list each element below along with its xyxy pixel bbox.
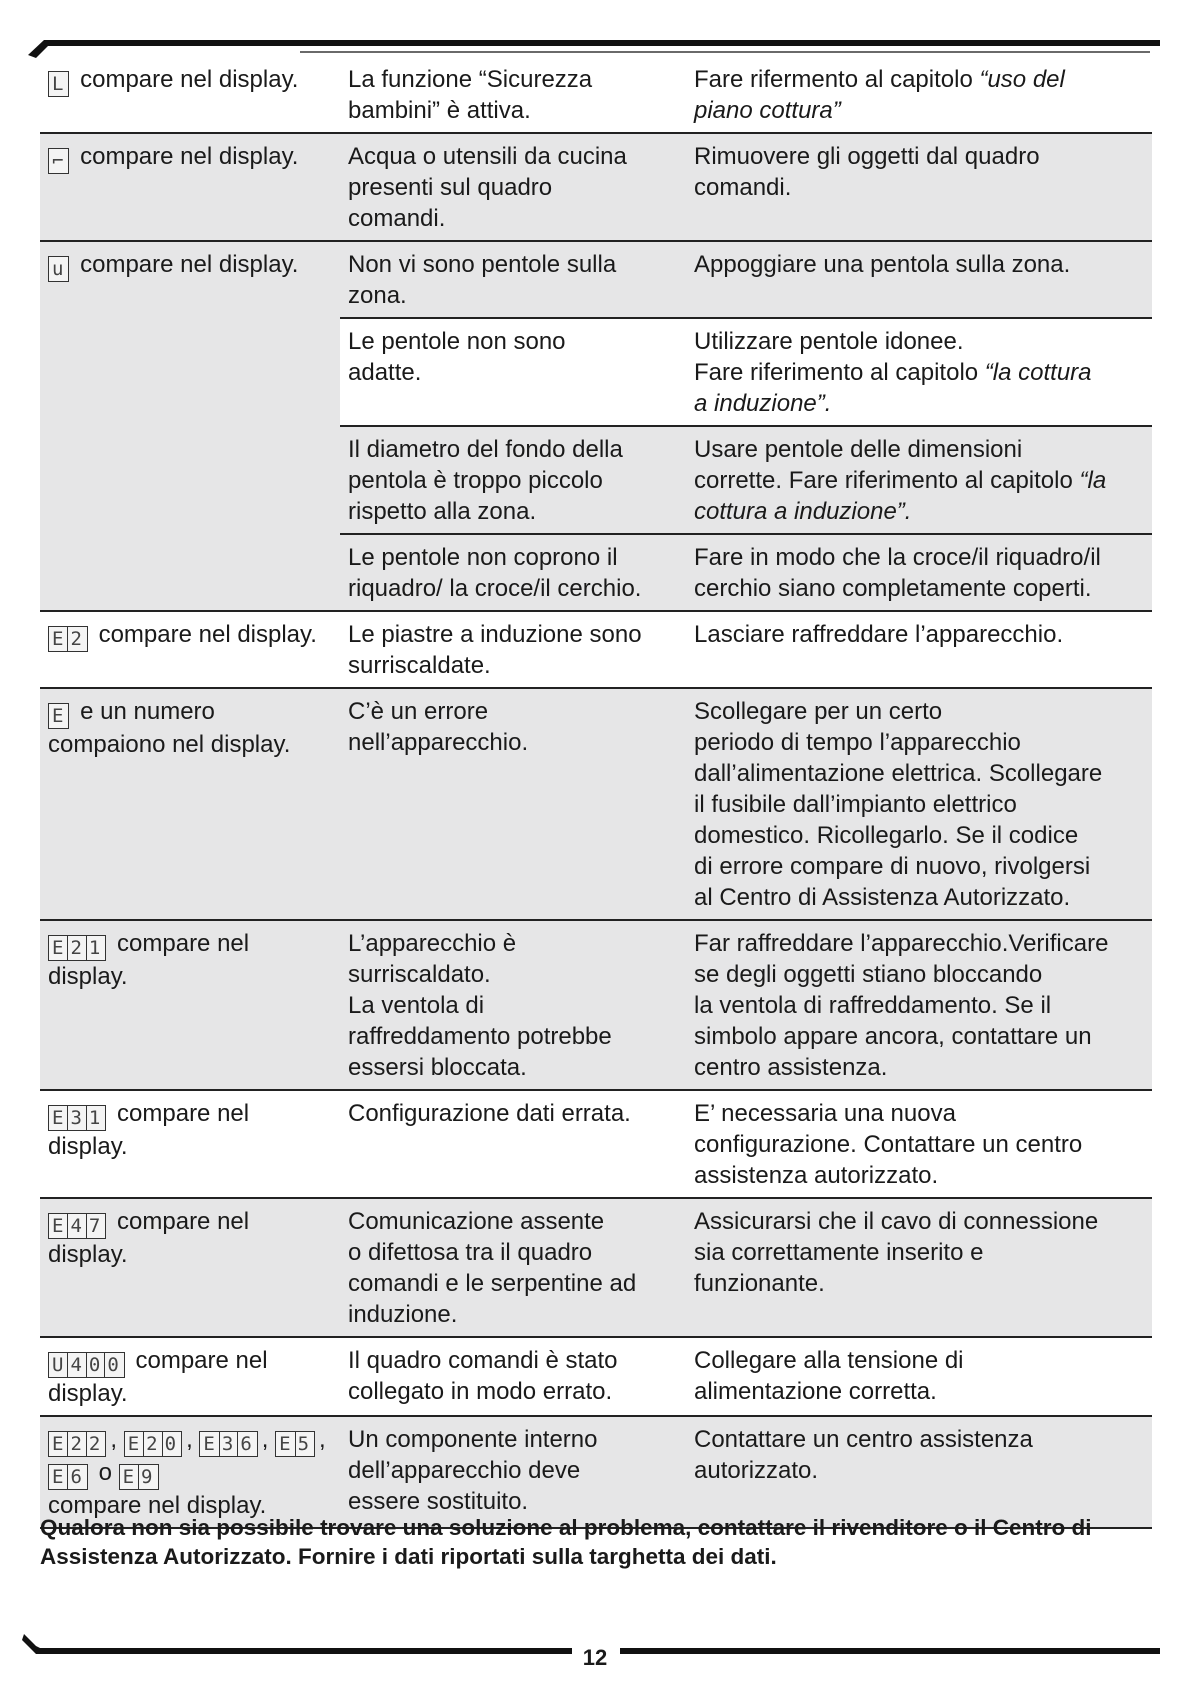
remedy-text: Far raffreddare l’apparecchio.Verificare [694, 930, 1109, 957]
problem-text: compare nel display. [91, 621, 317, 648]
remedy-text: “la cottura [984, 359, 1092, 386]
cause-cell [340, 1090, 686, 1198]
cause-line: Comunicazione assente [348, 1208, 605, 1235]
remedy-text: Utilizzare pentole idonee. [694, 328, 964, 355]
problem-text: compare nel display. [48, 1347, 268, 1407]
problem-text: compare nel display. [73, 66, 299, 93]
problem-cell [40, 1198, 340, 1337]
cause-line: Le pentole non sono [348, 328, 566, 355]
remedy-text: Appoggiare una pentola sulla zona. [694, 251, 1071, 278]
remedy-cell [686, 318, 1152, 426]
remedy-text: configurazione. Contattare un centro [694, 1131, 1083, 1158]
cause-line: comandi e le serpentine ad [348, 1270, 637, 1297]
display-symbol: ⌐ [48, 148, 69, 174]
error-code-symbol: E 5 [275, 1431, 315, 1457]
cause-line: Le pentole non coprono il [348, 544, 618, 571]
cause-line: comandi. [348, 205, 446, 232]
remedy-text: simbolo appare ancora, contattare un [694, 1023, 1092, 1050]
remedy-cell [686, 1198, 1152, 1337]
remedy-text: assistenza autorizzato. [694, 1162, 939, 1189]
cause-line: L’apparecchio è [348, 930, 517, 957]
cause-line: surriscaldato. [348, 961, 491, 988]
problem-cell: E 2 2 , E 2 0 , E 3 6 , E 5 , E 6 o E 9 compare nel display. [40, 1416, 340, 1528]
cause-line: zona. [348, 282, 407, 309]
remedy-text: “uso del [979, 66, 1065, 93]
cause-cell [340, 1416, 686, 1528]
problem-cell [40, 57, 340, 133]
remedy-cell [686, 57, 1152, 133]
remedy-text: funzionante. [694, 1270, 825, 1297]
remedy-text: la ventola di raffreddamento. Se il [694, 992, 1052, 1019]
table-row [40, 133, 1152, 241]
display-symbol: L [48, 71, 69, 97]
cause-line: collegato in modo errato. [348, 1378, 613, 1405]
cause-cell [340, 920, 686, 1090]
cause-line: Il quadro comandi è stato [348, 1347, 618, 1374]
table-row [40, 1416, 1152, 1528]
cause-line: surriscaldate. [348, 652, 491, 679]
cause-line: raffreddamento potrebbe [348, 1023, 612, 1050]
remedy-text: se degli oggetti stiano bloccando [694, 961, 1043, 988]
table-row [40, 611, 1152, 688]
display-symbol: E 2 [48, 626, 88, 652]
remedy-cell [686, 1337, 1152, 1416]
cause-line: o difettosa tra il quadro [348, 1239, 593, 1266]
cause-cell [340, 57, 686, 133]
cause-line: essere sostituito. [348, 1488, 529, 1515]
remedy-cell [686, 1416, 1152, 1528]
cause-line: La ventola di [348, 992, 485, 1019]
remedy-text: Rimuovere gli oggetti dal quadro [694, 143, 1040, 170]
cause-line: dell’apparecchio deve [348, 1457, 581, 1484]
problem-text: compare nel display. [48, 1208, 250, 1268]
table-row [40, 241, 1152, 318]
display-symbol: E 3 1 [48, 1105, 106, 1131]
remedy-text: di errore compare di nuovo, rivolgersi [694, 853, 1091, 880]
remedy-text: E’ necessaria una nuova [694, 1100, 956, 1127]
cause-line: bambini” è attiva. [348, 97, 531, 124]
problem-cell [40, 920, 340, 1090]
cause-line: C’è un errore [348, 698, 489, 725]
cause-line: nell’apparecchio. [348, 729, 529, 756]
remedy-text: “la [1079, 467, 1107, 494]
remedy-text: Usare pentole delle dimensioni [694, 436, 1023, 463]
remedy-text: dall’alimentazione elettrica. Scollegare [694, 760, 1103, 787]
display-symbol: U 4 0 0 [48, 1352, 125, 1378]
remedy-text: periodo di tempo l’apparecchio [694, 729, 1021, 756]
problem-cell [40, 1090, 340, 1198]
cause-line: riquadro/ la croce/il cerchio. [348, 575, 642, 602]
footer-note: Qualora non sia possibile trovare una soluzione al problema, contattare il rivenditore o il Centro di Assistenza Autorizzato. Fornire i dati riportati sulla targhetta dei dati. [40, 1515, 1092, 1569]
remedy-text: Collegare alla tensione di [694, 1347, 964, 1374]
remedy-text: sia correttamente inserito e [694, 1239, 984, 1266]
problem-text: e un numero compaiono nel display. [48, 698, 291, 758]
cause-cell [340, 133, 686, 241]
display-symbol: u [48, 256, 69, 282]
problem-cell [40, 133, 340, 241]
error-code-symbol: E 3 6 [199, 1431, 257, 1457]
cause-cell [340, 1337, 686, 1416]
cause-cell [340, 241, 686, 318]
remedy-text: il fusibile dall’impianto elettrico [694, 791, 1017, 818]
problem-text: compare nel display. [48, 930, 250, 990]
remedy-text: Contattare un centro assistenza [694, 1426, 1033, 1453]
cause-line: pentola è troppo piccolo [348, 467, 603, 494]
troubleshooting-table [40, 57, 1152, 1529]
remedy-cell [686, 688, 1152, 920]
remedy-text: autorizzato. [694, 1457, 819, 1484]
remedy-cell [686, 426, 1152, 534]
display-symbol: E [48, 703, 69, 729]
cause-line: Acqua o utensili da cucina [348, 143, 627, 170]
remedy-cell [686, 133, 1152, 241]
cause-line: Il diametro del fondo della [348, 436, 623, 463]
remedy-cell [686, 920, 1152, 1090]
cause-line: essersi bloccata. [348, 1054, 527, 1081]
problem-cell [40, 611, 340, 688]
cause-line: Un componente interno [348, 1426, 598, 1453]
page-number: 12 [582, 1645, 608, 1670]
problem-cell [40, 241, 340, 611]
remedy-text: piano cottura” [694, 97, 841, 124]
error-code-symbol: E 6 [48, 1464, 88, 1490]
cause-line: induzione. [348, 1301, 458, 1328]
error-code-symbol: E 2 2 [48, 1431, 106, 1457]
problem-text: compare nel display. [73, 143, 299, 170]
error-code-symbol: E 9 [119, 1464, 159, 1490]
error-code-symbol: E 2 0 [124, 1431, 182, 1457]
cause-line: Le piastre a induzione sono [348, 621, 642, 648]
remedy-text: Fare riferimento al capitolo [694, 359, 985, 386]
remedy-text: Fare in modo che la croce/il riquadro/il [694, 544, 1101, 571]
remedy-text: Assicurarsi che il cavo di connessione [694, 1208, 1099, 1235]
table-row [40, 688, 1152, 920]
cause-line: adatte. [348, 359, 422, 386]
cause-line: Non vi sono pentole sulla [348, 251, 617, 278]
cause-cell [340, 318, 686, 426]
remedy-cell [686, 241, 1152, 318]
remedy-text: centro assistenza. [694, 1054, 888, 1081]
cause-line: Configurazione dati errata. [348, 1100, 631, 1127]
remedy-text: domestico. Ricollegarlo. Se il codice [694, 822, 1079, 849]
remedy-text: corrette. Fare riferimento al capitolo [694, 467, 1080, 494]
remedy-cell [686, 611, 1152, 688]
remedy-text: cottura a induzione”. [694, 498, 912, 525]
cause-line: rispetto alla zona. [348, 498, 537, 525]
display-symbol: E 2 1 [48, 935, 106, 961]
remedy-text: a induzione”. [694, 390, 832, 417]
remedy-text: Lasciare raffreddare l’apparecchio. [694, 621, 1064, 648]
display-symbol: E 4 7 [48, 1213, 106, 1239]
problem-cell [40, 1337, 340, 1416]
cause-cell [340, 534, 686, 611]
problem-text: compare nel display. [73, 251, 299, 278]
table-row [40, 1198, 1152, 1337]
remedy-text: Scollegare per un certo [694, 698, 943, 725]
problem-text: compare nel display. [48, 1100, 250, 1160]
problem-cell [40, 688, 340, 920]
remedy-text: Fare rifermento al capitolo [694, 66, 980, 93]
table-row [40, 920, 1152, 1090]
table-row [40, 1337, 1152, 1416]
remedy-cell [686, 1090, 1152, 1198]
cause-cell [340, 1198, 686, 1337]
problem-text: compare nel display. [48, 1492, 267, 1519]
cause-line: presenti sul quadro [348, 174, 553, 201]
cause-line: La funzione “Sicurezza [348, 66, 593, 93]
remedy-text: al Centro di Assistenza Autorizzato. [694, 884, 1071, 911]
remedy-text: cerchio siano completamente coperti. [694, 575, 1092, 602]
cause-cell [340, 426, 686, 534]
table-row [40, 57, 1152, 133]
table-row [40, 1090, 1152, 1198]
cause-cell [340, 611, 686, 688]
remedy-cell [686, 534, 1152, 611]
cause-cell [340, 688, 686, 920]
remedy-text: alimentazione corretta. [694, 1378, 937, 1405]
remedy-text: comandi. [694, 174, 792, 201]
